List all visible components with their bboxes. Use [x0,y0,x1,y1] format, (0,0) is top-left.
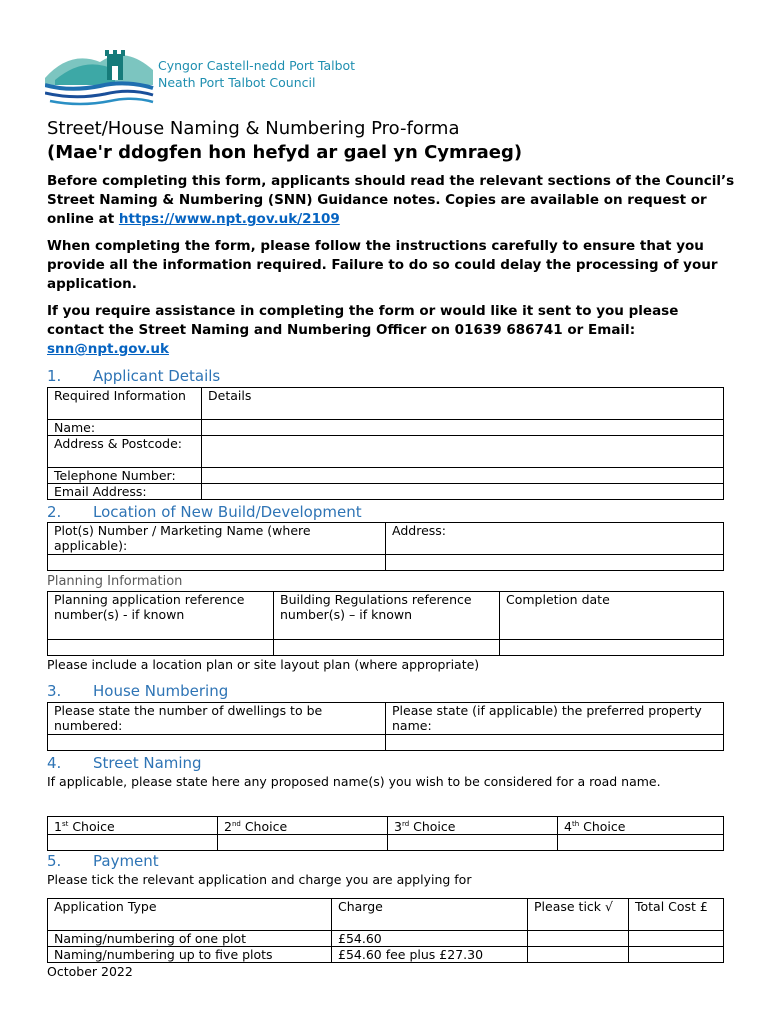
section-2-heading: 2. Location of New Build/Development [47,503,362,521]
completion-date-field[interactable] [500,640,724,656]
table-header: Total Cost £ [629,899,724,931]
first-choice-field[interactable] [48,835,218,851]
table-header: Planning application reference number(s) - if known [48,592,274,640]
charge-cell: £54.60 [332,931,528,947]
table-header: Please state (if applicable) the preferred property name: [386,703,724,735]
table-header: Charge [332,899,528,931]
council-logo [45,40,155,110]
development-address-field[interactable] [386,555,724,571]
table-header: Please state the number of dwellings to be numbered: [48,703,386,735]
council-name-english: Neath Port Talbot Council [158,75,316,90]
council-name [158,57,355,91]
tick-cell[interactable] [528,931,629,947]
table-header: Details [202,388,724,420]
street-naming-table [47,816,724,851]
applicant-details-table [47,387,724,500]
location-table [47,522,724,571]
table-header: Completion date [500,592,724,640]
building-regulations-field[interactable] [274,640,500,656]
table-header: Plot(s) Number / Marketing Name (where applicable): [48,523,386,555]
table-header: Please tick √ [528,899,629,931]
guidance-link[interactable]: https://www.npt.gov.uk/2109 [118,211,340,227]
property-name-field[interactable] [386,735,724,751]
charge-cell: £54.60 fee plus £27.30 [332,947,528,963]
planning-table [47,591,724,656]
choice-header: 2nd Choice [218,817,388,835]
fourth-choice-field[interactable] [558,835,724,851]
table-header: Address: [386,523,724,555]
tick-cell[interactable] [528,947,629,963]
intro-paragraph-3: If you require assistance in completing the form or would like it sent to you please contact the Street Naming and Numbering Officer on 01639 686741 or Email: snn@npt.gov.uk [47,303,679,357]
payment-description: Please tick the relevant application and charge you are applying for [47,872,472,887]
section-4-heading: 4. Street Naming [47,754,202,772]
name-field[interactable] [202,420,724,436]
footer-date: October 2022 [47,964,133,979]
table-row-label: Naming/numbering of one plot [48,931,332,947]
table-header: Application Type [48,899,332,931]
choice-header: 3rd Choice [388,817,558,835]
table-row-label: Name: [48,420,202,436]
email-field[interactable] [202,484,724,500]
total-cost-cell[interactable] [629,947,724,963]
welsh-availability-note: (Mae'r ddogfen hon hefyd ar gael yn Cymraeg) [47,142,523,163]
table-row-label: Naming/numbering up to five plots [48,947,332,963]
street-naming-description: If applicable, please state here any proposed name(s) you wish to be considered for a road name. [47,774,661,789]
section-5-heading: 5. Payment [47,852,159,870]
address-field[interactable] [202,436,724,468]
table-row-label: Address & Postcode: [48,436,202,468]
location-plan-note: Please include a location plan or site layout plan (where appropriate) [47,657,480,672]
intro-paragraph-1: Before completing this form, applicants should read the relevant sections of the Council’s Street Naming & Numbering (SNN) Guidance notes. Copies are available on request or online at https://www.npt.gov.uk/2109 [47,173,735,227]
dwellings-count-field[interactable] [48,735,386,751]
council-name-welsh: Cyngor Castell-nedd Port Talbot [158,58,356,73]
table-row-label: Telephone Number: [48,468,202,484]
section-1-heading: 1. Applicant Details [47,367,221,385]
payment-table [47,898,724,963]
telephone-field[interactable] [202,468,724,484]
intro-paragraph-2: When completing the form, please follow the instructions carefully to ensure that you provide all the information required. Failure to do so could delay the processing of your application. [47,238,718,292]
table-header: Required Information [48,388,202,420]
house-numbering-table [47,702,724,751]
section-3-heading: 3. House Numbering [47,682,229,700]
email-link[interactable]: snn@npt.gov.uk [47,341,169,357]
choice-header: 4th Choice [558,817,724,835]
total-cost-cell[interactable] [629,931,724,947]
choice-header: 1st Choice [48,817,218,835]
second-choice-field[interactable] [218,835,388,851]
table-header: Building Regulations reference number(s) – if known [274,592,500,640]
table-row-label: Email Address: [48,484,202,500]
form-title: Street/House Naming & Numbering Pro-forma [47,118,460,139]
third-choice-field[interactable] [388,835,558,851]
planning-information-heading: Planning Information [47,574,183,589]
planning-reference-field[interactable] [48,640,274,656]
plot-number-field[interactable] [48,555,386,571]
